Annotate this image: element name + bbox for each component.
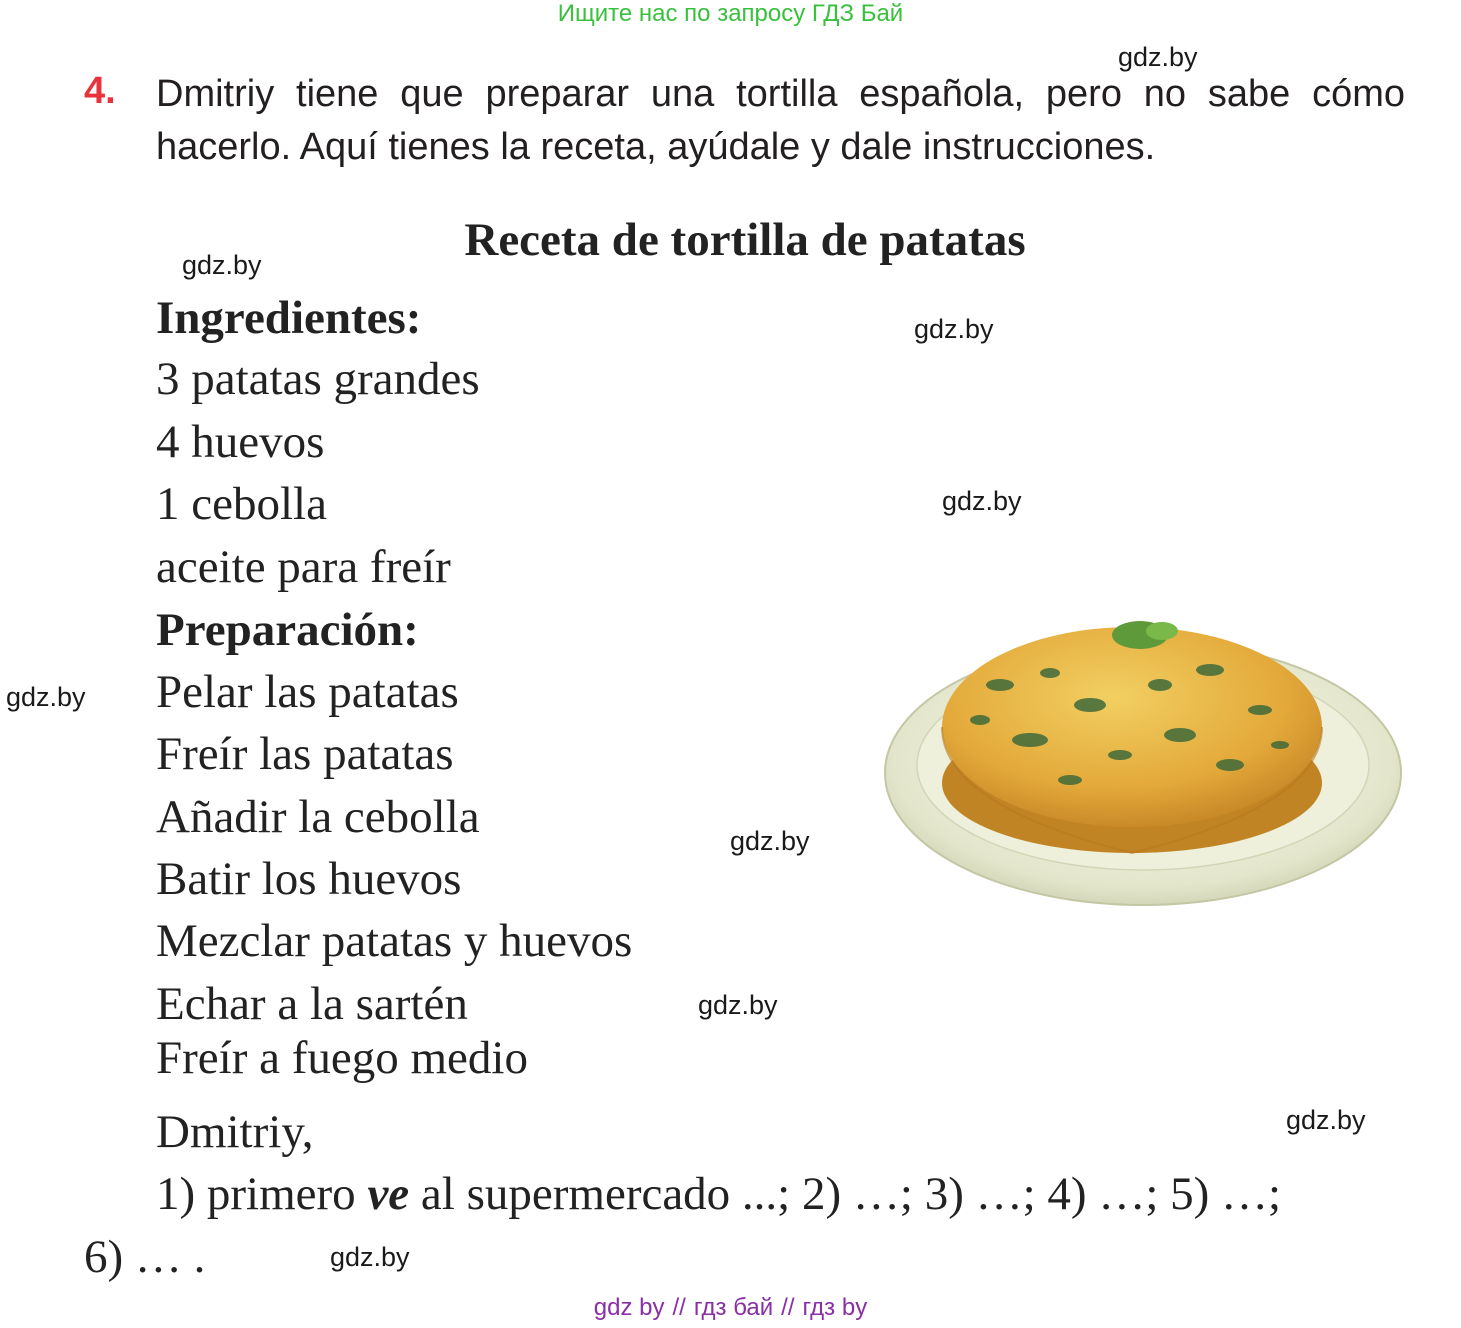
step-item: Freír las patatas xyxy=(156,728,454,780)
footer-separator: // xyxy=(781,1294,795,1321)
step-item: Batir los huevos xyxy=(156,853,462,905)
step-item: Pelar las patatas xyxy=(156,666,459,718)
footer-link[interactable]: гдз by xyxy=(802,1294,868,1321)
ingredient-item: aceite para freír xyxy=(156,541,451,593)
ingredients-heading: Ingredientes: xyxy=(156,292,422,344)
tortilla-on-plate-image xyxy=(880,615,1405,915)
answer-line-1-start: 1) primero xyxy=(156,1168,368,1220)
task-number: 4. xyxy=(84,70,116,112)
ingredient-item: 3 patatas grandes xyxy=(156,353,480,405)
footer-separator: // xyxy=(672,1294,686,1321)
watermark: gdz.by xyxy=(730,826,810,856)
preparation-heading: Preparación: xyxy=(156,604,419,656)
watermark: gdz.by xyxy=(182,250,262,280)
answer-line-1 xyxy=(156,1167,1281,1221)
watermark: gdz.by xyxy=(1286,1105,1366,1135)
step-item: Freír a fuego medio xyxy=(156,1032,528,1084)
answer-line-2: 6) … . xyxy=(84,1231,206,1283)
answer-verb: ve xyxy=(367,1168,410,1220)
recipe-title: Receta de tortilla de patatas xyxy=(464,214,1026,266)
watermark: gdz.by xyxy=(1118,42,1198,72)
watermark: gdz.by xyxy=(330,1242,410,1272)
task-instructions: Dmitriy tiene que preparar una tortilla española, pero no sabe cómo hacerlo. Aquí tienes la receta, ayúdale y dale instrucciones. xyxy=(156,73,1405,168)
watermark: gdz.by xyxy=(6,682,86,712)
ingredient-item: 4 huevos xyxy=(156,416,325,468)
footer-link[interactable]: гдз бай xyxy=(693,1294,774,1321)
step-item: Mezclar patatas y huevos xyxy=(156,915,633,967)
answer-greeting: Dmitriy, xyxy=(156,1106,314,1158)
watermark: gdz.by xyxy=(914,314,994,344)
footer-links xyxy=(0,1294,1461,1322)
ingredient-item: 1 cebolla xyxy=(156,478,327,530)
footer-link[interactable]: gdz by xyxy=(593,1294,665,1321)
step-item: Añadir la cebolla xyxy=(156,791,480,843)
search-banner: Ищите нас по запросу ГДЗ Бай xyxy=(557,0,904,27)
step-item: Echar a la sartén xyxy=(156,978,468,1030)
watermark: gdz.by xyxy=(698,990,778,1020)
watermark: gdz.by xyxy=(942,486,1022,516)
answer-line-1-end: al supermercado ...; 2) …; 3) …; 4) …; 5) …; xyxy=(409,1168,1282,1220)
